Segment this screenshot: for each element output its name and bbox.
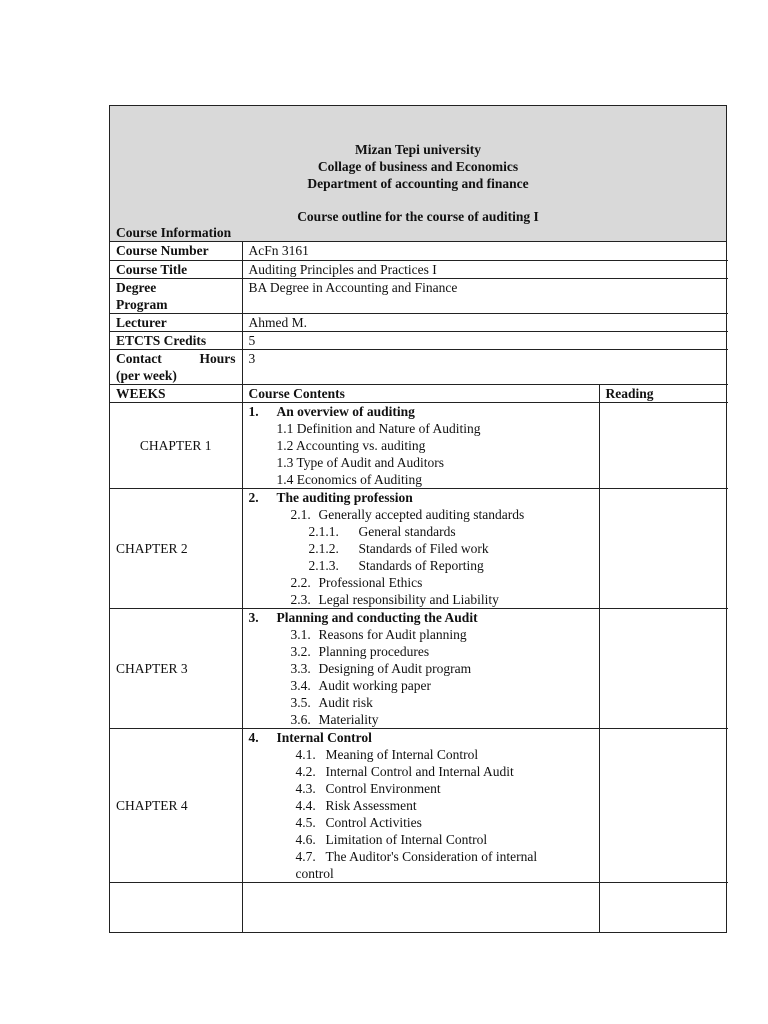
chapter-3-title: Planning and conducting the Audit xyxy=(276,609,478,625)
list-item: 3.4. Audit working paper xyxy=(290,677,431,693)
department-name: Department of accounting and finance xyxy=(307,176,529,191)
course-outline-document xyxy=(109,105,727,933)
list-item: 3.1. Reasons for Audit planning xyxy=(290,626,467,642)
chapter-3-row xyxy=(110,608,728,728)
chapter-4-label: CHAPTER 4 xyxy=(110,728,242,882)
chapter-4-row xyxy=(110,728,728,882)
contact-hours-value: 3 xyxy=(242,349,728,384)
list-item: 1.2 Accounting vs. auditing xyxy=(276,437,426,453)
chapter-1-title: An overview of auditing xyxy=(276,403,415,419)
course-number-label: Course Number xyxy=(110,242,242,260)
list-item: 3.3. Designing of Audit program xyxy=(290,660,472,676)
chapter-4-contents xyxy=(242,728,599,882)
chapter-1-number: 1. xyxy=(248,403,259,419)
list-item-continuation: control xyxy=(295,865,334,881)
chapter-2-reading xyxy=(599,488,728,608)
list-item: 1.3 Type of Audit and Auditors xyxy=(276,454,445,470)
list-item: 3.6. Materiality xyxy=(290,711,379,727)
contents-header: Course Contents xyxy=(242,384,599,402)
course-information-heading: Course Information xyxy=(116,225,232,240)
degree-label-line1: Degree xyxy=(116,279,157,295)
chapter-4-reading xyxy=(599,728,728,882)
contact-hours-label xyxy=(110,349,242,384)
chapter-3-contents xyxy=(242,608,599,728)
course-table xyxy=(110,242,728,932)
list-item: 4.4. Risk Assessment xyxy=(295,797,417,813)
empty-cell xyxy=(599,882,728,932)
chapter-1-contents xyxy=(242,402,599,488)
list-item: 2.1.2. Standards of Filed work xyxy=(308,540,489,556)
chapter-2-label: CHAPTER 2 xyxy=(110,488,242,608)
degree-label-line2: Program xyxy=(116,296,168,312)
list-item: 3.5. Audit risk xyxy=(290,694,373,710)
empty-cell xyxy=(110,882,242,932)
chapter-2-title: The auditing profession xyxy=(276,489,413,505)
list-item: 2.1.3. Standards of Reporting xyxy=(308,557,484,573)
credits-value: 5 xyxy=(242,331,728,349)
chapter-3-reading xyxy=(599,608,728,728)
list-item: 2.2. Professional Ethics xyxy=(290,574,423,590)
list-item: 4.6. Limitation of Internal Control xyxy=(295,831,488,847)
chapter-1-reading xyxy=(599,402,728,488)
list-item: 2.3. Legal responsibility and Liability xyxy=(290,591,499,607)
list-item: 1.1 Definition and Nature of Auditing xyxy=(276,420,481,436)
list-item: 2.1. Generally accepted auditing standards xyxy=(290,506,525,522)
list-item: 4.2. Internal Control and Internal Audit xyxy=(295,763,514,779)
contact-label-a: Contact xyxy=(116,350,162,366)
weeks-header: WEEKS xyxy=(110,384,242,402)
college-name: Collage of business and Economics xyxy=(317,159,519,174)
credits-label: ETCTS Credits xyxy=(110,331,242,349)
list-item: 2.1.1. General standards xyxy=(308,523,456,539)
empty-row xyxy=(110,882,728,932)
list-item: 1.4 Economics of Auditing xyxy=(276,471,422,487)
column-header-row xyxy=(110,384,728,402)
chapter-1-label: CHAPTER 1 xyxy=(110,402,242,488)
lecturer-label: Lecturer xyxy=(110,313,242,331)
chapter-2-contents xyxy=(242,488,599,608)
document-header xyxy=(110,106,726,242)
course-number-value: AcFn 3161 xyxy=(242,242,728,260)
contact-label-b: Hours xyxy=(199,350,236,366)
degree-row xyxy=(110,278,728,313)
reading-header: Reading xyxy=(599,384,728,402)
list-item: 4.7. The Auditor's Consideration of internal xyxy=(295,848,538,864)
chapter-2-row xyxy=(110,488,728,608)
chapter-3-number: 3. xyxy=(248,609,259,625)
chapter-3-label: CHAPTER 3 xyxy=(110,608,242,728)
course-title-value: Auditing Principles and Practices I xyxy=(242,260,728,278)
course-title-label: Course Title xyxy=(110,260,242,278)
document-title: Course outline for the course of auditing I xyxy=(297,209,539,224)
lecturer-value: Ahmed M. xyxy=(242,313,728,331)
contact-hours-row xyxy=(110,349,728,384)
contact-label-line2: (per week) xyxy=(116,367,177,383)
course-number-row xyxy=(110,242,728,260)
university-name: Mizan Tepi university xyxy=(354,142,481,157)
chapter-4-number: 4. xyxy=(248,729,259,745)
course-title-row xyxy=(110,260,728,278)
list-item: 4.1. Meaning of Internal Control xyxy=(295,746,479,762)
list-item: 3.2. Planning procedures xyxy=(290,643,430,659)
credits-row xyxy=(110,331,728,349)
chapter-1-row xyxy=(110,402,728,488)
empty-cell xyxy=(242,882,599,932)
degree-label xyxy=(110,278,242,313)
chapter-2-number: 2. xyxy=(248,489,259,505)
lecturer-row xyxy=(110,313,728,331)
chapter-4-title: Internal Control xyxy=(276,729,372,745)
list-item: 4.5. Control Activities xyxy=(295,814,422,830)
degree-value: BA Degree in Accounting and Finance xyxy=(242,278,728,313)
list-item: 4.3. Control Environment xyxy=(295,780,441,796)
